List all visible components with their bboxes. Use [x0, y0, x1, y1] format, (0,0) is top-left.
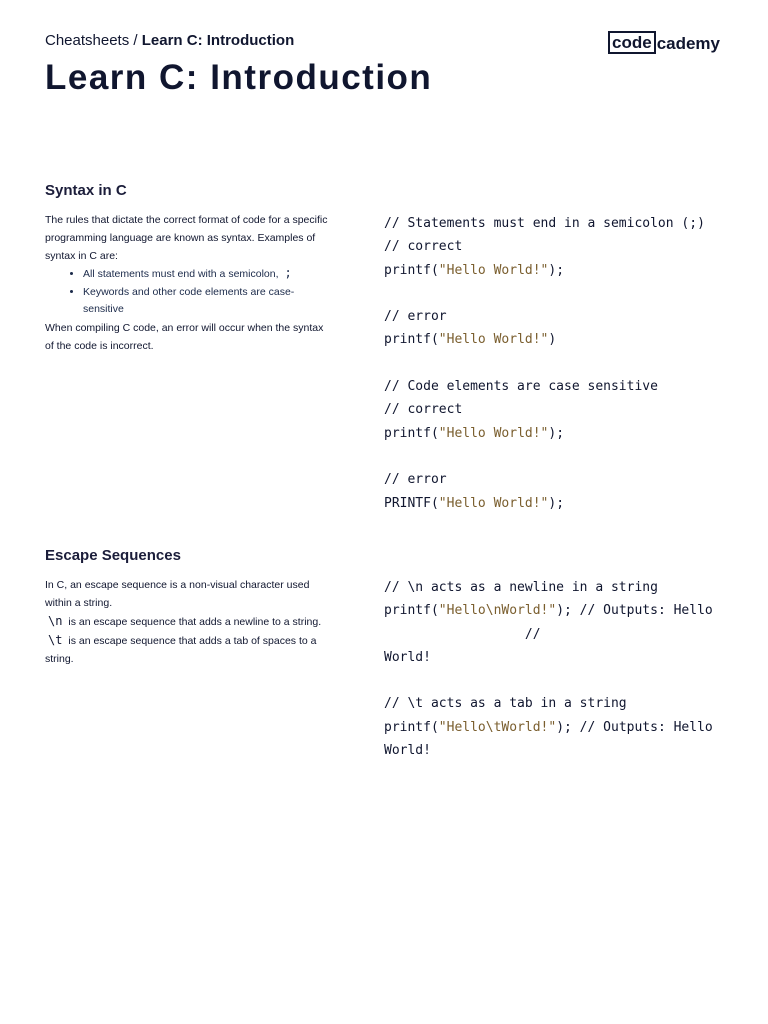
- code-line: // correct: [384, 239, 463, 255]
- syntax-bullet-list: [45, 265, 330, 318]
- section-description-syntax: [45, 211, 330, 355]
- syntax-intro-text: The rules that dictate the correct format of code for a specific programming language are known as syntax. Examples of syntax in C are:: [45, 214, 328, 262]
- code-block-syntax: [384, 212, 705, 515]
- code-line: printf("Hello\tWorld!"); // Outputs: Hello: [384, 719, 713, 735]
- escape-intro-text: In C, an escape sequence is a non-visual character used within a string.: [45, 579, 310, 609]
- escape-detail-text: \n is an escape sequence that adds a newline to a string. \t is an escape sequence that adds a tab of spaces to a string.: [45, 614, 322, 665]
- breadcrumb-parent-link[interactable]: Cheatsheets: [45, 32, 130, 49]
- code-block-escape: [384, 576, 713, 762]
- code-line: // error: [384, 472, 447, 488]
- logo-rest-text: cademy: [656, 34, 721, 53]
- code-line: // Statements must end in a semicolon (;): [384, 216, 705, 231]
- list-item: • Keywords and other code elements are case-sensitive: [83, 284, 330, 318]
- code-line: World!: [384, 649, 431, 665]
- list-item: [83, 265, 330, 283]
- codecademy-logo[interactable]: [608, 31, 720, 54]
- code-line: PRINTF("Hello World!");: [384, 495, 565, 511]
- breadcrumb: [45, 32, 294, 49]
- code-line: // error: [384, 309, 447, 325]
- syntax-outro-text: When compiling C code, an error will occur when the syntax of the code is incorrect.: [45, 322, 324, 352]
- code-line: printf("Hello World!");: [384, 262, 565, 278]
- section-title-escape-sequences: Escape Sequences: [45, 547, 181, 564]
- code-line: World!: [384, 743, 431, 759]
- inline-code-tab: \t: [48, 633, 63, 647]
- code-line: printf("Hello\nWorld!"); // Outputs: Hello: [384, 603, 713, 619]
- page-title: Learn C: Introduction: [45, 58, 433, 97]
- code-line: printf("Hello World!");: [384, 425, 565, 441]
- section-description-escape: [45, 576, 330, 668]
- code-line: // \t acts as a tab in a string: [384, 696, 627, 712]
- bullet-text: All statements must end with a semicolon,: [83, 268, 279, 280]
- breadcrumb-current: Learn C: Introduction: [141, 32, 295, 49]
- code-line: //: [384, 626, 541, 642]
- section-title-syntax: Syntax in C: [45, 182, 127, 199]
- inline-code-semicolon: ;: [284, 266, 292, 280]
- inline-code-newline: \n: [48, 614, 63, 628]
- breadcrumb-separator: /: [129, 32, 142, 49]
- logo-boxed-text: code: [608, 31, 656, 54]
- code-line: // Code elements are case sensitive: [384, 379, 658, 395]
- code-line: // correct: [384, 402, 463, 418]
- code-line: // \n acts as a newline in a string: [384, 580, 658, 595]
- code-line: printf("Hello World!"): [384, 332, 557, 348]
